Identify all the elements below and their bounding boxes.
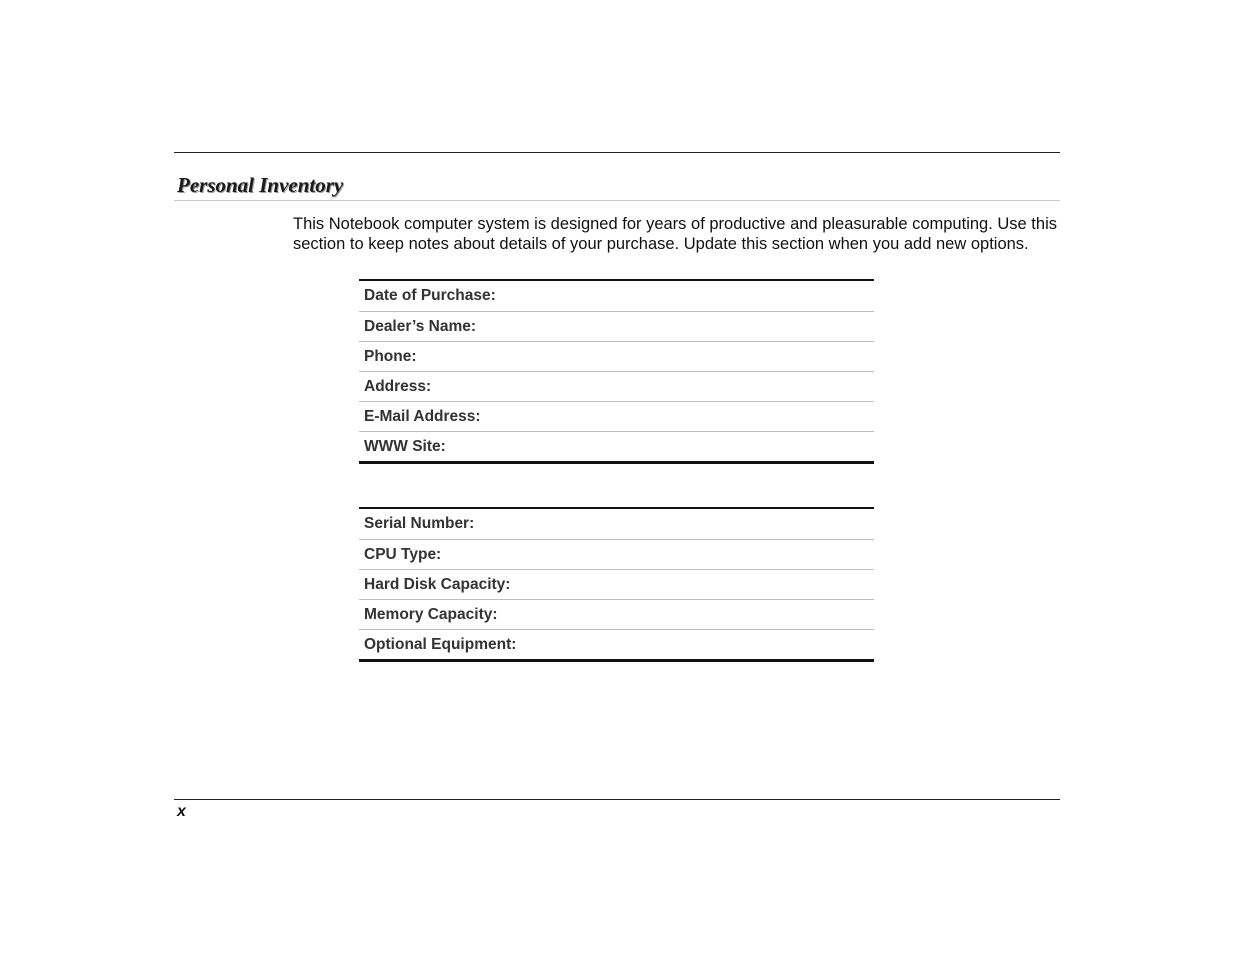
dealer-info-table [359, 279, 874, 464]
footer-rule [174, 799, 1060, 800]
table-row [359, 599, 874, 629]
row-label: Address: [364, 377, 432, 395]
row-label: Date of Purchase: [364, 287, 496, 304]
table-row [359, 401, 874, 431]
table-row [359, 281, 874, 311]
row-label: Dealer’s Name: [364, 317, 477, 335]
table-row [359, 431, 874, 461]
system-info-table [359, 507, 874, 662]
page-number: x [177, 803, 186, 820]
table-row [359, 371, 874, 401]
table-row [359, 509, 874, 539]
row-label: Optional Equipment: [364, 635, 517, 653]
table-row [359, 341, 874, 371]
table-row [359, 629, 874, 659]
table-row [359, 311, 874, 341]
row-label: Phone: [364, 347, 417, 365]
title-underline [174, 200, 1060, 201]
row-label: CPU Type: [364, 545, 442, 563]
row-label: WWW Site: [364, 437, 446, 455]
row-label: Serial Number: [364, 515, 475, 532]
row-label: Hard Disk Capacity: [364, 575, 511, 593]
section-title: Personal Inventory [177, 173, 344, 197]
intro-paragraph: This Notebook computer system is designed for years of productive and pleasurable computing. Use this section to keep notes about details of your purchase. Update this section when you add new options. [293, 215, 1057, 253]
table-row [359, 539, 874, 569]
table-row [359, 569, 874, 599]
row-label: Memory Capacity: [364, 605, 498, 623]
row-label: E-Mail Address: [364, 407, 481, 425]
header-rule [174, 152, 1060, 153]
